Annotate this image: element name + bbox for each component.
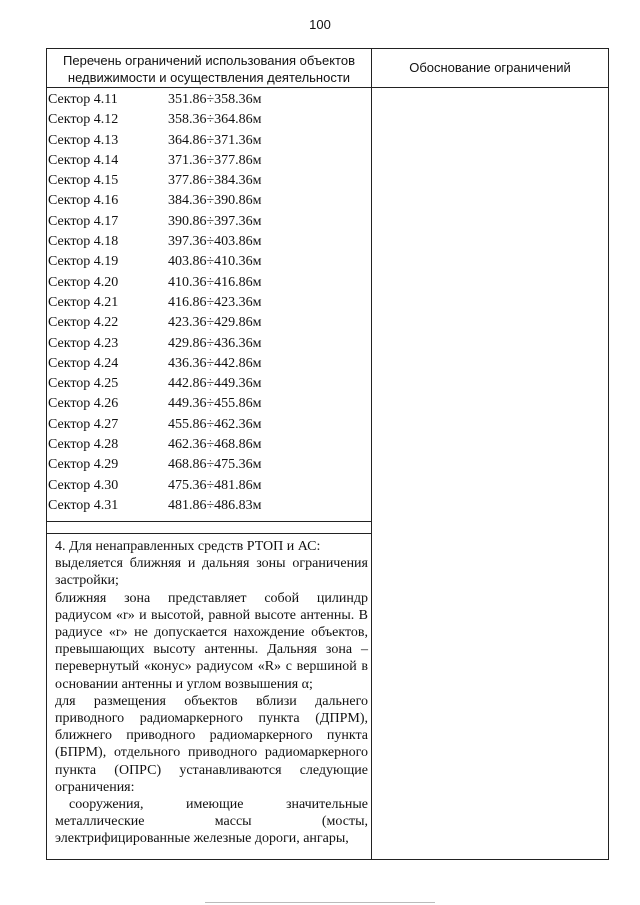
sector-name: Сектор 4.21	[48, 294, 119, 310]
sector-name: Сектор 4.29	[48, 457, 119, 473]
sector-row	[48, 151, 368, 171]
sector-name: Сектор 4.31	[48, 497, 119, 513]
sector-range: 377.86÷384.36м	[168, 173, 262, 189]
sector-row	[48, 252, 368, 272]
sector-name: Сектор 4.16	[48, 193, 119, 209]
sector-name: Сектор 4.26	[48, 396, 119, 412]
sector-range: 364.86÷371.36м	[168, 132, 262, 148]
header-justification: Обоснование ограничений	[371, 48, 609, 88]
section-divider	[46, 533, 372, 534]
sector-name: Сектор 4.19	[48, 254, 119, 270]
sector-row	[48, 212, 368, 232]
sector-range: 475.36÷481.86м	[168, 477, 262, 493]
sector-list	[48, 90, 368, 516]
sector-name: Сектор 4.22	[48, 315, 119, 331]
sector-range: 436.36÷442.86м	[168, 355, 262, 371]
paragraph-zones: выделяется ближняя и дальняя зоны ограничения застройки;	[55, 556, 368, 589]
sector-name: Сектор 4.28	[48, 437, 119, 453]
sector-range: 442.86÷449.36м	[168, 376, 262, 392]
sector-row	[48, 293, 368, 313]
sector-row	[48, 232, 368, 252]
sector-name: Сектор 4.30	[48, 477, 119, 493]
sector-range: 481.86÷486.83м	[168, 497, 262, 513]
restrictions-table-right-column	[371, 48, 609, 860]
paragraph-heading: 4. Для ненаправленных средств РТОП и АС:	[55, 539, 321, 554]
sector-name: Сектор 4.17	[48, 213, 119, 229]
sector-name: Сектор 4.13	[48, 132, 119, 148]
sector-row	[48, 354, 368, 374]
sector-range: 390.86÷397.36м	[168, 213, 262, 229]
sector-row	[48, 90, 368, 110]
header-restrictions-list: Перечень ограничений использования объектов недвижимости и осуществления деятельности	[46, 48, 372, 88]
sector-range: 423.36÷429.86м	[168, 315, 262, 331]
sector-row	[48, 273, 368, 293]
footer-line	[205, 902, 435, 903]
sector-row	[48, 415, 368, 435]
page-number: 100	[309, 17, 331, 32]
sector-name: Сектор 4.24	[48, 355, 119, 371]
sector-row	[48, 476, 368, 496]
sector-range: 462.36÷468.86м	[168, 437, 262, 453]
sector-row	[48, 394, 368, 414]
sector-range: 384.36÷390.86м	[168, 193, 262, 209]
sector-range: 403.86÷410.36м	[168, 254, 262, 270]
sector-range: 429.86÷436.36м	[168, 335, 262, 351]
sector-row	[48, 313, 368, 333]
sector-row	[48, 496, 368, 516]
sector-range: 371.36÷377.86м	[168, 152, 262, 168]
paragraph-placement: для размещения объектов вблизи дальнего приводного радиомаркерного пункта (ДПРМ), ближнего приводного радиомаркерного пункта (БПРМ), отдельного приводного радиомаркерного пункта (ОПРС) устанавливаются следующие ограничения:	[55, 693, 368, 795]
sector-row	[48, 191, 368, 211]
sector-range: 410.36÷416.86м	[168, 274, 262, 290]
sector-name: Сектор 4.27	[48, 416, 119, 432]
sector-name: Сектор 4.20	[48, 274, 119, 290]
paragraph-near-zone: ближняя зона представляет собой цилиндр радиусом «r» и высотой, равной высоте антенны. В радиусе «r» не допускается нахождение объектов, превышающих высоту антенны. Дальняя зона – перевернутый «конус» радиусом «R» с вершиной в основании антенны и углом возвышения α;	[55, 590, 368, 692]
sector-name: Сектор 4.18	[48, 234, 119, 250]
sector-row	[48, 455, 368, 475]
sector-range: 351.86÷358.36м	[168, 92, 262, 107]
sector-row	[48, 334, 368, 354]
sector-name: Сектор 4.23	[48, 335, 119, 351]
sector-range: 416.86÷423.36м	[168, 294, 262, 310]
sector-name: Сектор 4.12	[48, 112, 119, 128]
sector-row	[48, 435, 368, 455]
sector-range: 455.86÷462.36м	[168, 416, 262, 432]
sector-row	[48, 131, 368, 151]
section-divider	[46, 521, 372, 522]
sector-row	[48, 110, 368, 130]
sector-name: Сектор 4.11	[48, 92, 118, 107]
sector-name: Сектор 4.15	[48, 173, 119, 189]
sector-range: 449.36÷455.86м	[168, 396, 262, 412]
paragraph-structures: сооружения, имеющие значительные металлические массы (мосты, электрифицированные железные дороги, ангары,	[55, 797, 368, 847]
sector-range: 468.86÷475.36м	[168, 457, 262, 473]
sector-range: 358.36÷364.86м	[168, 112, 262, 128]
sector-name: Сектор 4.25	[48, 376, 119, 392]
sector-row	[48, 374, 368, 394]
sector-row	[48, 171, 368, 191]
sector-name: Сектор 4.14	[48, 152, 119, 168]
sector-range: 397.36÷403.86м	[168, 234, 262, 250]
restrictions-body-text	[55, 538, 368, 848]
